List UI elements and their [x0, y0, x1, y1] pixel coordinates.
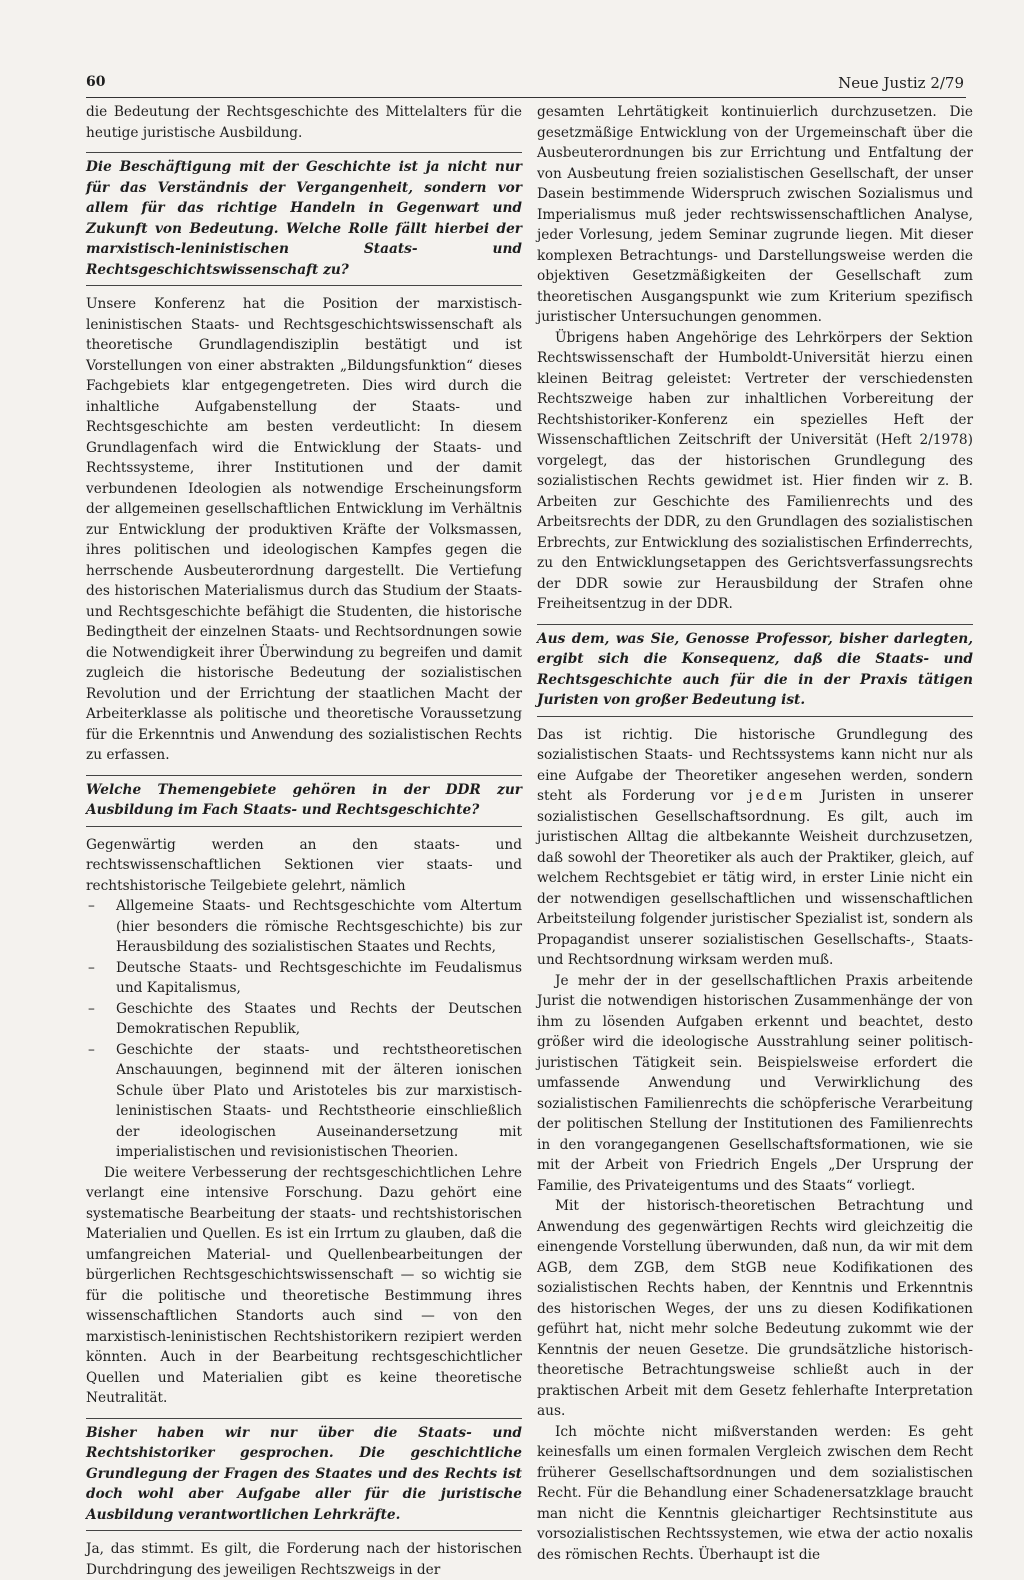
left-column — [86, 102, 522, 1580]
paragraph: Ich möchte nicht mißverstanden werden: Es geht keinesfalls um einen formalen Vergleich zwischen dem Recht früherer Gesellschaftsordnungen und dem sozialistischen Recht. Für die Behandlung einer Schadenersatzklage braucht man nicht die Kenntnis gleichartiger Rechtsinstitute aus vorsozialistischen Rechtssystemen, wie etwa der actio noxalis des römischen Rechts. Überhaupt ist die — [537, 1423, 973, 1563]
paragraph: Übrigens haben Angehörige des Lehrkörpers der Sektion Rechtswissenschaft der Humboldt-Universität hierzu einen kleinen Beitrag geleistet: Vertreter der verschiedensten Rechtszweige haben zur inhaltlichen Vorbereitung der Rechtshistoriker-Konferenz ein spezielles Heft der Wissenschaftlichen Zeitschrift der Universität (Heft 2/1978) vorgelegt, das der historischen Grundlegung des sozialistischen Rechts gewidmet ist. Hier finden wir z. B. Arbeiten zur Geschichte des Familienrechts und des Arbeitsrechts der DDR, zu den Grundlagen des sozialistischen Erbrechts, zur Entwicklung des sozialistischen Erfinderrechts, zu den Entwicklungsetappen des Gerichtsverfassungsrechts der DDR sowie zur Herausbildung der Strafen ohne Freiheitsentzug in der DDR. — [537, 329, 973, 612]
list-item: – Allgemeine Staats- und Rechtsgeschichte vom Altertum (hier besonders die römische Rechtsgeschichte) bis zur Herausbildung des sozialistischen Staates und Rechts, — [86, 896, 522, 958]
answer-paragraph: Unsere Konferenz hat die Position der marxistisch-leninistischen Staats- und Rechtsgeschichtswissenschaft als theoretische Grundlagendisziplin bestätigt und ist Vorstellungen von einer abstrakten „Bildungsfunktion“ dieses Fachgebiets klar entgegengetreten. Dies wird durch die inhaltliche Aufgabenstellung der Staats- und Rechtsgeschichte am besten verdeutlicht: In diesem Grundlagenfach wird die Entwicklung der Staats- und Rechtssysteme, ihrer Institutionen und der damit verbundenen Ideologien als notwendige Erscheinungsform der allgemeinen gesellschaftlichen Entwicklung im Verhältnis zur Entwicklung der produktiven Kräfte der Volksmassen, ihres politischen und ideologischen Kampfes gegen die herrschende Ausbeuterordnung dargestellt. Die Vertiefung des historischen Materialismus durch das Studium der Staats- und Rechtsgeschichte befähigt die Studenten, die historische Bedingtheit der einzelnen Staats- und Rechtsordnungen sowie die Notwendigkeit ihrer Überwindung zu begreifen und damit zugleich die historische Bedeutung der sozialistischen Revolution und der Errichtung der staatlichen Macht der Arbeiterklasse als politische und theoretische Voraussetzung für die Erkenntnis und Anwendung des sozialistischen Rechts zu erfassen. — [86, 296, 522, 763]
list-item: – Geschichte des Staates und Rechts der Deutschen Demokratischen Republik, — [86, 999, 522, 1040]
interview-question: Welche Themengebiete gehören in der DDR zur Ausbildung im Fach Staats- und Rechtsgeschichte? — [86, 775, 522, 827]
emphasis-spaced: jedem — [748, 788, 806, 804]
paragraph: Je mehr der in der gesellschaftlichen Praxis arbeitende Jurist die notwendigen historischen Zusammenhänge der von ihm zu lösenden Aufgaben erkennt und beachtet, desto größer wird die ideologische Ausstrahlung seiner politisch-juristischen Tätigkeit sein. Beispielsweise erfordert die umfassende Anwendung und Verwirklichung des sozialistischen Familienrechts die schöpferische Verarbeitung der politischen Stellung der Institutionen des Familienrechts in den vorangegangenen Gesellschaftsformationen, wie sie mit der Arbeit von Friedrich Engels „Der Ursprung der Familie, des Privateigentums und des Staats“ vorliegt. — [537, 972, 973, 1194]
answer-paragraph — [537, 725, 973, 971]
answer-text: Das ist richtig. Die historische Grundlegung des sozialistischen Staats- und Rechtssystems kann nicht nur als eine Aufgabe der Theoretiker angesehen werden, sondern steht als Forderung vor — [537, 726, 973, 804]
answer-paragraph: Ja, das stimmt. Es gilt, die Forderung nach der historischen Durchdringung des jeweiligen Rechtszweigs in der — [86, 1541, 522, 1578]
interview-question: Bisher haben wir nur über die Staats- und Rechtshistoriker gesprochen. Die geschichtliche Grundlegung der Fragen des Staates und des Rechts ist doch wohl aber Aufgabe aller für die juristische Ausbildung verantwortlichen Lehrkräfte. — [86, 1418, 522, 1532]
header-rule — [86, 97, 966, 98]
page-number: 60 — [86, 74, 106, 90]
paragraph: die Bedeutung der Rechtsgeschichte des Mittelalters für die heutige juristische Ausbildung. — [86, 104, 522, 141]
list-item: – Geschichte der staats- und rechtstheoretischen Anschauungen, beginnend mit der älteren ionischen Schule über Plato und Aristoteles bis zur marxistisch-leninistischen Staats- und Rechtstheorie einschließlich der ideologischen Auseinandersetzung mit imperialistischen und revisionistischen Theorien. — [86, 1040, 522, 1163]
interview-question: Die Beschäftigung mit der Geschichte ist ja nicht nur für das Verständnis der Vergangenheit, sondern vor allem für das richtige Handeln in Gegenwart und Zukunft von Bedeutung. Welche Rolle fällt hierbei der marxistisch-leninistischen Staats- und Rechtsgeschichtswissenschaft zu? — [86, 152, 522, 286]
journal-title: Neue Justiz 2/79 — [838, 74, 964, 92]
list-item: – Deutsche Staats- und Rechtsgeschichte im Feudalismus und Kapitalismus, — [86, 958, 522, 999]
answer-paragraph: Gegenwärtig werden an den staats- und rechtswissenschaftlichen Sektionen vier staats- und rechtshistorische Teilgebiete gelehrt, nämlich — [86, 836, 522, 894]
paragraph: gesamten Lehrtätigkeit kontinuierlich durchzusetzen. Die gesetzmäßige Entwicklung von der Urgemeinschaft über die Ausbeuterordnungen bis zur Errichtung und Entfaltung der von Ausbeutung freien sozialistischen Gesellschaft, der unser Dasein bestimmende Widerspruch zwischen Sozialismus und Imperialismus muß jeder rechtswissenschaftlichen Analyse, jeder Vorlesung, jedem Seminar zugrunde liegen. Mit dieser komplexen Betrachtungs- und Darstellungsweise werden die objektiven Gesetzmäßigkeiten der Gesellschaft zum theoretischen Ausgangspunkt wie zum Kriterium spezifisch juristischer Untersuchungen genommen. — [537, 104, 973, 325]
topic-list — [86, 896, 522, 1163]
paragraph: Mit der historisch-theoretischen Betrachtung und Anwendung des gegenwärtigen Rechts wird gleichzeitig die einengende Vorstellung überwunden, daß nun, da wir mit dem AGB, dem ZGB, dem StGB neue Kodifikationen des sozialistischen Rechts haben, der Kenntnis und Erkenntnis des historischen Weges, der uns zu diesen Kodifikationen geführt hat, nicht mehr solche Bedeutung zukommt wie der Kenntnis der neuen Gesetze. Die grundsätzliche historisch-theoretische Betrachtungsweise schließt auch in der praktischen Arbeit mit dem Gesetz fehlerhafte Interpretation aus. — [537, 1198, 973, 1419]
right-column — [537, 102, 973, 1565]
interview-question: Aus dem, was Sie, Genosse Professor, bisher darlegten, ergibt sich die Konsequenz, daß die Staats- und Rechtsgeschichte auch für die in der Praxis tätigen Juristen von großer Bedeutung ist. — [537, 624, 973, 717]
answer-paragraph: Die weitere Verbesserung der rechtsgeschichtlichen Lehre verlangt eine intensive Forschung. Dazu gehört eine systematische Bearbeitung der staats- und rechtshistorischen Materialien und Quellen. Es ist ein Irrtum zu glauben, daß die umfangreichen Material- und Quellenbearbeitungen der bürgerlichen Rechtsgeschichtswissenschaft — so wichtig sie für die politische und theoretische Bestimmung ihres wissenschaftlichen Standorts auch sind — von den marxistisch-leninistischen Rechtshistorikern rezipiert werden könnten. Auch in der Bearbeitung rechtsgeschichtlicher Quellen und Materialien gibt es keine theoretische Neutralität. — [86, 1164, 522, 1406]
answer-text: Juristen in unserer sozialistischen Gesellschaftsordnung. Es gilt, auch im juristischen Alltag die altbekannte Weisheit durchzusetzen, daß sowohl der Theoretiker als auch der Praktiker, gleich, auf welchem Rechtsgebiet er tätig wird, in erster Linie nicht ein der notwendigen gesellschaftlichen und wissenschaftlichen Arbeitsteilung folgender juristischer Spezialist ist, sondern als Propagandist unserer sozialistischen Gesellschafts-, Staats- und Rechtsordnung wirksam werden muß. — [537, 788, 974, 968]
